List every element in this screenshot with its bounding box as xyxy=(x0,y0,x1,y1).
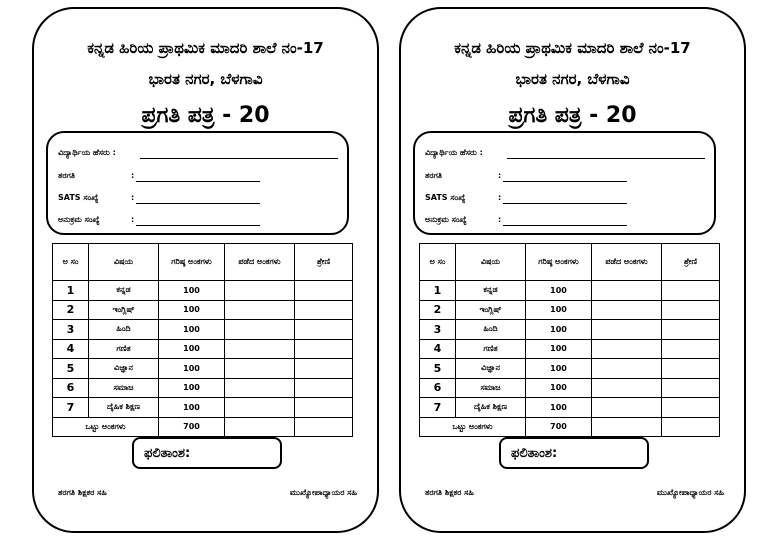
row-serial: 6 xyxy=(420,378,456,398)
table-row xyxy=(420,359,720,379)
table-total-row xyxy=(53,417,353,437)
row-grade[interactable] xyxy=(295,378,353,398)
headmaster-signature: ಮುಖ್ಯೋಪಾಧ್ಯಾಯರ ಸಹಿ xyxy=(289,488,357,497)
table-row xyxy=(53,320,353,340)
row-grade[interactable] xyxy=(295,320,353,340)
row-subject: ಸಮಾಜ xyxy=(89,378,159,398)
student-info-box xyxy=(413,131,716,235)
row-serial: 2 xyxy=(420,300,456,320)
row-obtained-marks[interactable] xyxy=(592,339,662,359)
row-grade[interactable] xyxy=(295,398,353,418)
total-label: ಒಟ್ಟು ಅಂಕಗಳು xyxy=(420,417,526,437)
row-obtained-marks[interactable] xyxy=(592,398,662,418)
row-obtained-marks[interactable] xyxy=(592,320,662,340)
row-max-marks: 100 xyxy=(159,378,225,398)
row-grade[interactable] xyxy=(295,359,353,379)
row-obtained-marks[interactable] xyxy=(592,281,662,301)
row-serial: 4 xyxy=(420,339,456,359)
class-label: ತರಗತಿ xyxy=(58,171,76,180)
table-row xyxy=(420,339,720,359)
sats-field[interactable] xyxy=(425,193,502,203)
header-grade: ಶ್ರೇಣಿ xyxy=(662,244,720,281)
row-max-marks: 100 xyxy=(159,359,225,379)
total-max-marks: 700 xyxy=(526,417,592,437)
header-serial: ಅ ಸಂ xyxy=(420,244,456,281)
header-serial: ಅ ಸಂ xyxy=(53,244,89,281)
roll-line xyxy=(136,217,260,226)
total-grade[interactable] xyxy=(662,417,720,437)
row-max-marks: 100 xyxy=(159,339,225,359)
roll-line xyxy=(503,217,627,226)
row-serial: 3 xyxy=(53,320,89,340)
row-max-marks: 100 xyxy=(526,398,592,418)
row-max-marks: 100 xyxy=(526,339,592,359)
row-max-marks: 100 xyxy=(526,359,592,379)
row-serial: 7 xyxy=(420,398,456,418)
header-obtained-marks: ಪಡೆದ ಅಂಕಗಳು xyxy=(592,244,662,281)
roll-colon: : xyxy=(498,215,502,224)
row-obtained-marks[interactable] xyxy=(225,300,295,320)
row-subject: ವಿಜ್ಞಾನ xyxy=(456,359,526,379)
total-obtained-marks[interactable] xyxy=(225,417,295,437)
table-header-row xyxy=(53,244,353,281)
result-box[interactable] xyxy=(132,437,282,469)
row-obtained-marks[interactable] xyxy=(225,281,295,301)
total-max-marks: 700 xyxy=(159,417,225,437)
sats-label: SATS ಸಂಖ್ಯೆ xyxy=(425,193,466,202)
result-label: ಫಲಿತಾಂಶ: xyxy=(511,446,558,461)
student-name-line xyxy=(507,150,705,159)
row-subject: ಹಿಂದಿ xyxy=(456,320,526,340)
table-header-row xyxy=(420,244,720,281)
sats-colon: : xyxy=(131,193,135,202)
row-serial: 3 xyxy=(420,320,456,340)
sats-colon: : xyxy=(498,193,502,202)
row-subject: ಹಿಂದಿ xyxy=(89,320,159,340)
student-name-field[interactable] xyxy=(425,148,483,158)
row-max-marks: 100 xyxy=(159,281,225,301)
school-name: ಕನ್ನಡ ಹಿರಿಯ ಪ್ರಾಥಮಿಕ ಮಾದರಿ ಶಾಲೆ ನಂ-17 xyxy=(454,39,691,57)
roll-label: ಅನುಕ್ರಮ ಸಂಖ್ಯೆ xyxy=(58,215,100,224)
table-row xyxy=(53,300,353,320)
class-line xyxy=(503,173,627,182)
row-subject: ವಿಜ್ಞಾನ xyxy=(89,359,159,379)
table-row xyxy=(420,281,720,301)
row-max-marks: 100 xyxy=(159,320,225,340)
class-label: ತರಗತಿ xyxy=(425,171,443,180)
table-row xyxy=(53,359,353,379)
student-name-label: ವಿದ್ಯಾರ್ಥಿಯ ಹೆಸರು : xyxy=(425,148,483,157)
marks-table xyxy=(419,243,720,437)
table-row xyxy=(53,339,353,359)
row-grade[interactable] xyxy=(295,300,353,320)
progress-card-right xyxy=(399,7,746,533)
result-box[interactable] xyxy=(499,437,649,469)
row-grade[interactable] xyxy=(662,359,720,379)
row-serial: 7 xyxy=(53,398,89,418)
row-max-marks: 100 xyxy=(159,398,225,418)
row-serial: 1 xyxy=(420,281,456,301)
row-max-marks: 100 xyxy=(526,378,592,398)
row-obtained-marks[interactable] xyxy=(225,359,295,379)
row-subject: ಗಣಿತ xyxy=(456,339,526,359)
marks-table xyxy=(52,243,353,437)
sats-label: SATS ಸಂಖ್ಯೆ xyxy=(58,193,99,202)
roll-field[interactable] xyxy=(58,215,135,225)
student-info-box xyxy=(46,131,349,235)
student-name-line xyxy=(140,150,338,159)
row-max-marks: 100 xyxy=(526,281,592,301)
sats-line xyxy=(136,195,260,204)
total-grade[interactable] xyxy=(295,417,353,437)
row-obtained-marks[interactable] xyxy=(592,359,662,379)
class-field[interactable] xyxy=(425,171,502,181)
total-obtained-marks[interactable] xyxy=(592,417,662,437)
roll-colon: : xyxy=(131,215,135,224)
row-obtained-marks[interactable] xyxy=(225,339,295,359)
row-grade[interactable] xyxy=(295,339,353,359)
class-field[interactable] xyxy=(58,171,135,181)
class-line xyxy=(136,173,260,182)
row-grade[interactable] xyxy=(662,398,720,418)
roll-field[interactable] xyxy=(425,215,502,225)
row-obtained-marks[interactable] xyxy=(592,378,662,398)
table-row xyxy=(53,398,353,418)
row-serial: 5 xyxy=(53,359,89,379)
class-colon: : xyxy=(498,171,502,180)
student-name-label: ವಿದ್ಯಾರ್ಥಿಯ ಹೆಸರು : xyxy=(58,148,116,157)
header-max-marks: ಗರಿಷ್ಠ ಅಂಕಗಳು xyxy=(526,244,592,281)
row-grade[interactable] xyxy=(295,281,353,301)
header-obtained-marks: ಪಡೆದ ಅಂಕಗಳು xyxy=(225,244,295,281)
table-row xyxy=(53,281,353,301)
row-max-marks: 100 xyxy=(526,320,592,340)
class-teacher-signature: ತರಗತಿ ಶಿಕ್ಷಕರ ಸಹಿ xyxy=(425,488,474,497)
row-serial: 6 xyxy=(53,378,89,398)
row-serial: 5 xyxy=(420,359,456,379)
headmaster-signature: ಮುಖ್ಯೋಪಾಧ್ಯಾಯರ ಸಹಿ xyxy=(656,488,724,497)
header-subject: ವಿಷಯ xyxy=(456,244,526,281)
row-grade[interactable] xyxy=(662,320,720,340)
table-row xyxy=(53,378,353,398)
card-title: ಪ್ರಗತಿ ಪತ್ರ - 20 xyxy=(508,103,637,128)
row-subject: ದೈಹಿಕ ಶಿಕ್ಷಣ xyxy=(456,398,526,418)
table-row xyxy=(420,300,720,320)
total-label: ಒಟ್ಟು ಅಂಕಗಳು xyxy=(53,417,159,437)
row-max-marks: 100 xyxy=(159,300,225,320)
row-subject: ಕನ್ನಡ xyxy=(89,281,159,301)
row-subject: ಇಂಗ್ಲಿಷ್ xyxy=(456,300,526,320)
table-row xyxy=(420,378,720,398)
header-subject: ವಿಷಯ xyxy=(89,244,159,281)
school-location: ಭಾರತ ನಗರ, ಬೆಳಗಾವಿ xyxy=(148,70,263,88)
row-subject: ಇಂಗ್ಲಿಷ್ xyxy=(89,300,159,320)
row-obtained-marks[interactable] xyxy=(592,300,662,320)
row-obtained-marks[interactable] xyxy=(225,320,295,340)
row-obtained-marks[interactable] xyxy=(225,398,295,418)
row-grade[interactable] xyxy=(662,378,720,398)
row-grade[interactable] xyxy=(662,281,720,301)
row-subject: ಕನ್ನಡ xyxy=(456,281,526,301)
row-subject: ಸಮಾಜ xyxy=(456,378,526,398)
school-name: ಕನ್ನಡ ಹಿರಿಯ ಪ್ರಾಥಮಿಕ ಮಾದರಿ ಶಾಲೆ ನಂ-17 xyxy=(87,39,324,57)
row-subject: ದೈಹಿಕ ಶಿಕ್ಷಣ xyxy=(89,398,159,418)
row-obtained-marks[interactable] xyxy=(225,378,295,398)
row-serial: 1 xyxy=(53,281,89,301)
table-total-row xyxy=(420,417,720,437)
class-colon: : xyxy=(131,171,135,180)
row-grade[interactable] xyxy=(662,339,720,359)
roll-label: ಅನುಕ್ರಮ ಸಂಖ್ಯೆ xyxy=(425,215,467,224)
progress-card-left xyxy=(32,7,379,533)
row-grade[interactable] xyxy=(662,300,720,320)
result-label: ಫಲಿತಾಂಶ: xyxy=(144,446,191,461)
row-serial: 2 xyxy=(53,300,89,320)
class-teacher-signature: ತರಗತಿ ಶಿಕ್ಷಕರ ಸಹಿ xyxy=(58,488,107,497)
header-grade: ಶ್ರೇಣಿ xyxy=(295,244,353,281)
row-serial: 4 xyxy=(53,339,89,359)
header-max-marks: ಗರಿಷ್ಠ ಅಂಕಗಳು xyxy=(159,244,225,281)
school-location: ಭಾರತ ನಗರ, ಬೆಳಗಾವಿ xyxy=(515,70,630,88)
row-subject: ಗಣಿತ xyxy=(89,339,159,359)
student-name-field[interactable] xyxy=(58,148,116,158)
table-row xyxy=(420,320,720,340)
row-max-marks: 100 xyxy=(526,300,592,320)
table-row xyxy=(420,398,720,418)
sats-line xyxy=(503,195,627,204)
card-title: ಪ್ರಗತಿ ಪತ್ರ - 20 xyxy=(141,103,270,128)
sats-field[interactable] xyxy=(58,193,135,203)
